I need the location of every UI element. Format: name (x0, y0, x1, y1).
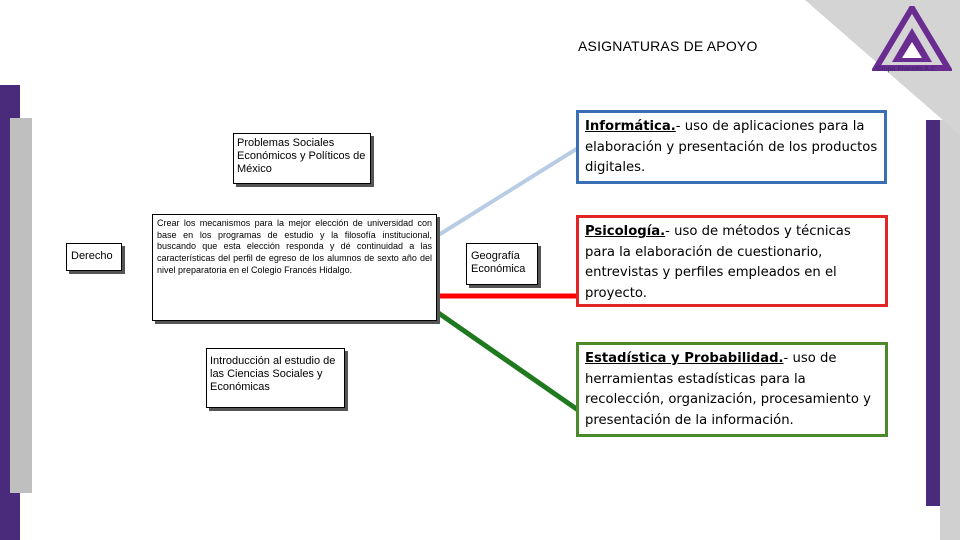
node-geografia: Geografía Económica (466, 243, 538, 285)
support-informatica (576, 110, 887, 184)
node-introduccion: Introducción al estudio de las Ciencias Sociales y Económicas (206, 348, 345, 408)
support-psicologia-desc: - uso de métodos y técnicas para la elaboración de cuestionario, entrevistas y perfiles empleados en el proyecto. (585, 224, 851, 301)
node-problemas-sociales: Problemas Sociales Económicos y Políticos de México (233, 133, 371, 184)
connector-informatica (437, 148, 578, 236)
support-informatica-desc: - uso de aplicaciones para la elaboración y presentación de los productos digitales. (585, 119, 878, 175)
node-derecho: Derecho (66, 243, 122, 271)
support-informatica-name: Informática. (585, 119, 676, 134)
connector-estadistica (437, 312, 578, 410)
support-estadistica-name: Estadística y Probabilidad. (585, 351, 784, 366)
support-estadistica-desc: - uso de herramientas estadísticas para la recolección, organización, procesamiento y presentación de la información. (585, 351, 871, 428)
support-psicologia (576, 215, 888, 307)
node-objetivo-central: Crear los mecanismos para la mejor elección de universidad con base en los programas de estudio y la filosofía institucional, buscando que esta elección responda y dé continuidad a las características del perfil de egreso de los alumnos de sexto año del nivel preparatoria en el Colegio Francés Hidalgo. (152, 214, 437, 321)
page-title: ASIGNATURAS DE APOYO (578, 38, 758, 54)
support-estadistica (576, 342, 888, 437)
logo-text: Grupo Francés A.C. (876, 66, 938, 73)
support-psicologia-name: Psicología. (585, 224, 666, 239)
